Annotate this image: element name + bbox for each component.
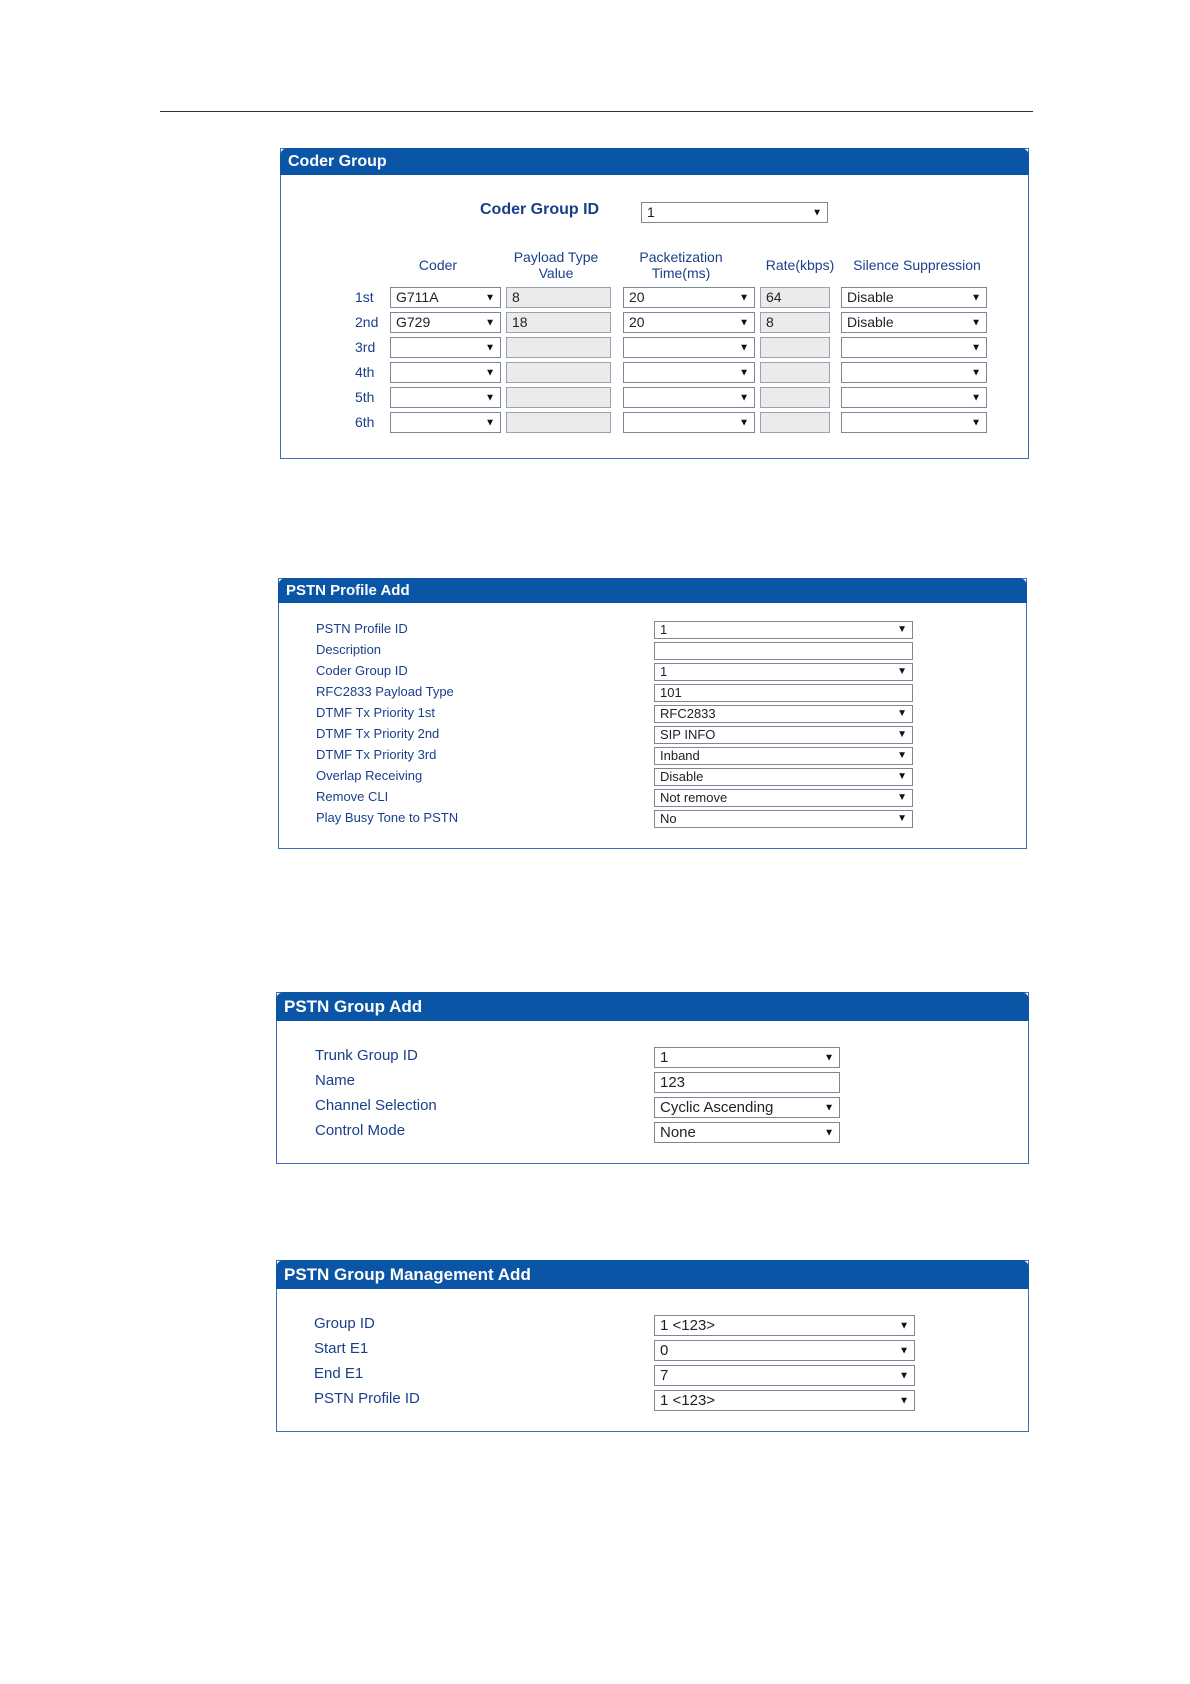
selected-value: Cyclic Ascending <box>660 1099 774 1116</box>
pstn-profile-id-label: PSTN Profile ID <box>314 1390 420 1407</box>
selected-value: 1 <123> <box>660 1317 716 1334</box>
input-value: 101 <box>660 685 682 700</box>
dtmf-tx-priority-3rd-select[interactable] <box>654 747 913 765</box>
selected-value: 1 <box>660 1049 669 1066</box>
chevron-down-icon: ▼ <box>971 367 981 378</box>
chevron-down-icon: ▼ <box>897 729 907 740</box>
chevron-down-icon: ▼ <box>739 317 749 328</box>
coder-group-id-label: Coder Group ID <box>316 663 408 678</box>
chevron-down-icon: ▼ <box>899 1345 909 1356</box>
chevron-down-icon: ▼ <box>485 392 495 403</box>
pstn-group-mgmt-panel <box>276 1260 1029 1432</box>
coder-select[interactable] <box>390 287 501 308</box>
silence-suppression-select[interactable] <box>841 287 987 308</box>
row-label: 4th <box>355 364 375 380</box>
end-e1-select[interactable] <box>654 1365 915 1386</box>
chevron-down-icon: ▼ <box>971 317 981 328</box>
chevron-down-icon: ▼ <box>739 342 749 353</box>
dtmf-tx-priority-1st-select[interactable] <box>654 705 913 723</box>
packetization-select[interactable] <box>623 387 755 408</box>
payload-type-field <box>506 287 611 308</box>
selected-value: 7 <box>660 1367 669 1384</box>
coder-select[interactable] <box>390 337 501 358</box>
row-label: 3rd <box>355 339 376 355</box>
chevron-down-icon: ▼ <box>812 207 822 218</box>
chevron-down-icon: ▼ <box>899 1320 909 1331</box>
name-label: Name <box>315 1072 356 1089</box>
rate-field <box>760 412 830 433</box>
input-value: 123 <box>660 1074 686 1091</box>
selected-value: G729 <box>396 314 431 330</box>
chevron-down-icon: ▼ <box>739 367 749 378</box>
column-header-coder: Coder <box>418 257 458 273</box>
control-mode-label: Control Mode <box>315 1122 406 1139</box>
silence-suppression-select[interactable] <box>841 412 987 433</box>
pstn-profile-id-select[interactable] <box>654 1390 915 1411</box>
remove-cli-label: Remove CLI <box>316 789 389 804</box>
pstn-profile-id-label: PSTN Profile ID <box>316 621 408 636</box>
coder-group-id-label: Coder Group ID <box>480 201 600 218</box>
packetization-select[interactable] <box>623 287 755 308</box>
field-value: 18 <box>512 314 528 330</box>
panel-title: PSTN Group Add <box>276 992 1029 1021</box>
chevron-down-icon: ▼ <box>971 292 981 303</box>
rfc2833-payload-type-input[interactable] <box>654 684 913 702</box>
silence-suppression-select[interactable] <box>841 387 987 408</box>
coder-select[interactable] <box>390 412 501 433</box>
dtmf-tx-priority-1st-label: DTMF Tx Priority 1st <box>316 705 435 720</box>
packetization-select[interactable] <box>623 312 755 333</box>
chevron-down-icon: ▼ <box>897 771 907 782</box>
row-label: 5th <box>355 389 375 405</box>
overlap-receiving-label: Overlap Receiving <box>316 768 423 783</box>
dtmf-tx-priority-2nd-select[interactable] <box>654 726 913 744</box>
payload-type-field <box>506 312 611 333</box>
trunk-group-id-label: Trunk Group ID <box>315 1047 418 1064</box>
channel-selection-select[interactable] <box>654 1097 840 1118</box>
packetization-select[interactable] <box>623 337 755 358</box>
column-header-payload <box>501 249 611 281</box>
payload-type-field <box>506 412 611 433</box>
coder-group-id-select[interactable] <box>641 202 828 223</box>
dtmf-tx-priority-3rd-label: DTMF Tx Priority 3rd <box>316 747 437 762</box>
selected-value: None <box>660 1124 696 1141</box>
row-label: 2nd <box>355 314 379 330</box>
payload-type-field <box>506 337 611 358</box>
field-value: 8 <box>512 289 520 305</box>
payload-type-field <box>506 387 611 408</box>
chevron-down-icon: ▼ <box>971 392 981 403</box>
start-e1-label: Start E1 <box>314 1340 369 1357</box>
description-input[interactable] <box>654 642 913 660</box>
chevron-down-icon: ▼ <box>485 292 495 303</box>
chevron-down-icon: ▼ <box>897 813 907 824</box>
packetization-select[interactable] <box>623 362 755 383</box>
panel-title: Coder Group <box>280 148 1029 175</box>
selected-value: 20 <box>629 314 645 330</box>
chevron-down-icon: ▼ <box>897 750 907 761</box>
overlap-receiving-select[interactable] <box>654 768 913 786</box>
coder-select[interactable] <box>390 312 501 333</box>
selected-value: 1 <box>660 622 668 637</box>
play-busy-tone-to-pstn-label: Play Busy Tone to PSTN <box>316 810 459 825</box>
chevron-down-icon: ▼ <box>485 367 495 378</box>
channel-selection-label: Channel Selection <box>315 1097 437 1114</box>
rate-field <box>760 387 830 408</box>
column-header-packetization <box>616 249 746 281</box>
header-line: Time(ms) <box>651 265 711 281</box>
name-input[interactable] <box>654 1072 840 1093</box>
chevron-down-icon: ▼ <box>485 342 495 353</box>
rate-field <box>760 312 830 333</box>
trunk-group-id-select[interactable] <box>654 1047 840 1068</box>
header-line: Packetization <box>639 249 723 265</box>
control-mode-select[interactable] <box>654 1122 840 1143</box>
selected-value: 20 <box>629 289 645 305</box>
selected-value: No <box>660 811 677 826</box>
chevron-down-icon: ▼ <box>824 1052 834 1063</box>
panel-title: PSTN Group Management Add <box>276 1260 1029 1289</box>
group-id-select[interactable] <box>654 1315 915 1336</box>
chevron-down-icon: ▼ <box>824 1102 834 1113</box>
start-e1-select[interactable] <box>654 1340 915 1361</box>
header-line: Value <box>538 265 574 281</box>
chevron-down-icon: ▼ <box>824 1127 834 1138</box>
chevron-down-icon: ▼ <box>899 1370 909 1381</box>
chevron-down-icon: ▼ <box>899 1395 909 1406</box>
column-header-rate: Rate(kbps) <box>765 257 835 273</box>
selected-value: 1 <box>647 204 655 220</box>
rfc2833-payload-type-label: RFC2833 Payload Type <box>316 684 454 699</box>
page-header-rule <box>160 111 1033 112</box>
row-label: 1st <box>355 289 374 305</box>
coder-select[interactable] <box>390 362 501 383</box>
selected-value: Disable <box>660 769 704 784</box>
selected-value: Inband <box>660 748 700 763</box>
chevron-down-icon: ▼ <box>739 392 749 403</box>
chevron-down-icon: ▼ <box>485 417 495 428</box>
chevron-down-icon: ▼ <box>897 792 907 803</box>
chevron-down-icon: ▼ <box>739 292 749 303</box>
selected-value: 1 <123> <box>660 1392 716 1409</box>
field-value: 8 <box>766 314 774 330</box>
selected-value: RFC2833 <box>660 706 716 721</box>
coder-group-id-select[interactable] <box>654 663 913 681</box>
chevron-down-icon: ▼ <box>897 708 907 719</box>
selected-value: G711A <box>396 289 439 305</box>
silence-suppression-select[interactable] <box>841 337 987 358</box>
chevron-down-icon: ▼ <box>897 666 907 677</box>
chevron-down-icon: ▼ <box>897 624 907 635</box>
payload-type-field <box>506 362 611 383</box>
remove-cli-select[interactable] <box>654 789 913 807</box>
group-id-label: Group ID <box>314 1315 375 1332</box>
row-label: 6th <box>355 414 375 430</box>
panel-title: PSTN Profile Add <box>278 578 1027 603</box>
pstn-group-panel <box>276 992 1029 1164</box>
selected-value: SIP INFO <box>660 727 716 742</box>
header-line: Payload Type <box>513 249 599 265</box>
chevron-down-icon: ▼ <box>485 317 495 328</box>
chevron-down-icon: ▼ <box>739 417 749 428</box>
packetization-select[interactable] <box>623 412 755 433</box>
selected-value: Disable <box>847 314 894 330</box>
field-value: 64 <box>766 289 782 305</box>
chevron-down-icon: ▼ <box>971 342 981 353</box>
dtmf-tx-priority-2nd-label: DTMF Tx Priority 2nd <box>316 726 440 741</box>
silence-suppression-select[interactable] <box>841 312 987 333</box>
selected-value: 0 <box>660 1342 669 1359</box>
pstn-profile-id-select[interactable] <box>654 621 913 639</box>
column-header-silence: Silence Suppression <box>853 257 981 273</box>
rate-field <box>760 362 830 383</box>
selected-value: Disable <box>847 289 894 305</box>
rate-field <box>760 287 830 308</box>
pstn-profile-panel <box>278 578 1027 849</box>
selected-value: Not remove <box>660 790 728 805</box>
coder-group-panel <box>280 148 1029 459</box>
rate-field <box>760 337 830 358</box>
selected-value: 1 <box>660 664 668 679</box>
silence-suppression-select[interactable] <box>841 362 987 383</box>
end-e1-label: End E1 <box>314 1365 364 1382</box>
coder-select[interactable] <box>390 387 501 408</box>
chevron-down-icon: ▼ <box>971 417 981 428</box>
description-label: Description <box>316 642 382 657</box>
play-busy-tone-to-pstn-select[interactable] <box>654 810 913 828</box>
